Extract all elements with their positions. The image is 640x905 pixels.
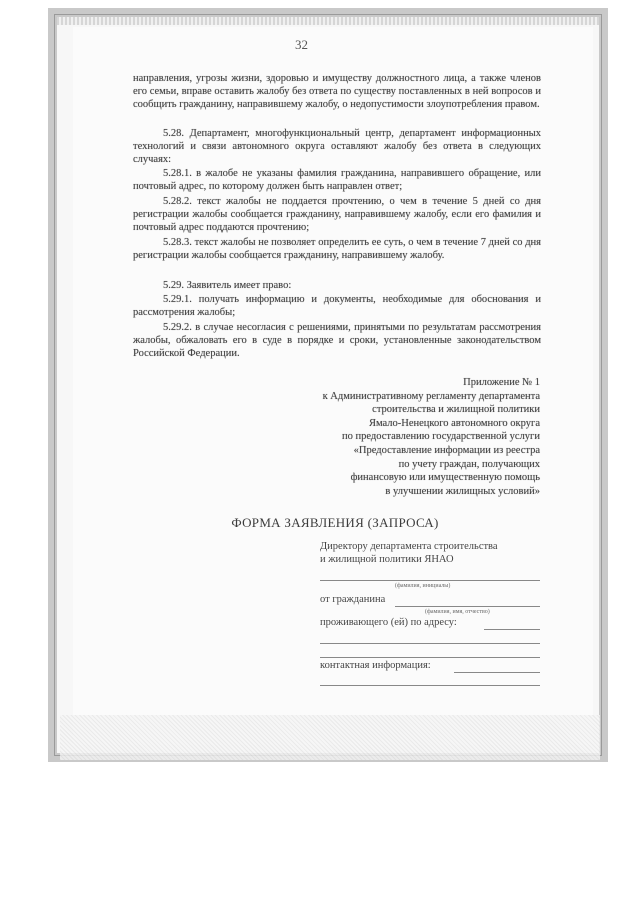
scan-noise-band xyxy=(60,715,600,760)
addressee-block xyxy=(320,540,498,567)
scan-border-band xyxy=(57,17,599,25)
appendix-line-7: по учету граждан, получающих xyxy=(398,458,540,470)
paragraph-5-27-end xyxy=(133,72,541,112)
paragraph-5-28-1 xyxy=(133,167,541,193)
address-field-line-2 xyxy=(320,643,540,644)
text-p7: 5.29.1. получать информацию и документы, необходимые для обоснования и рассмотрения жалобы; xyxy=(133,294,541,319)
text-p6: 5.29. Заявитель имеет право: xyxy=(163,280,292,291)
fio-field-hint: (фамилия, имя, отчество) xyxy=(425,609,490,615)
page-number: 32 xyxy=(295,37,308,52)
from-label: от гражданина xyxy=(320,594,386,605)
appendix-line-1: Приложение № 1 xyxy=(463,377,540,388)
paragraph-5-28 xyxy=(133,127,541,167)
address-field-line-1 xyxy=(484,629,540,630)
contact-field-line-1 xyxy=(454,672,540,673)
paragraph-5-29-1 xyxy=(133,293,541,319)
addressee-line-2: и жилищной политики ЯНАО xyxy=(320,554,454,566)
contact-label: контактная информация: xyxy=(320,660,431,671)
paragraph-5-29-2 xyxy=(133,321,541,361)
appendix-header xyxy=(280,376,540,498)
address-label: проживающего (ей) по адресу: xyxy=(320,617,457,628)
text-p4: 5.28.2. текст жалобы не поддается прочтению, о чем в течение 5 дней со дня регистрации жалобы сообщается гражданину, направившему жалобу, если его фамилия и почтовый адрес поддаются прочтению; xyxy=(133,196,541,234)
text-p1: направления, угрозы жизни, здоровью и имуществу должностного лица, а также членов его семьи, вправе оставить жалобу без ответа по существу поставленных в ней вопросов и сообщить гражданину, направившему жалобу, о недопустимости злоупотребления правом. xyxy=(133,73,541,111)
form-title: ФОРМА ЗАЯВЛЕНИЯ (ЗАПРОСА) xyxy=(231,515,439,530)
name-field-hint: (фамилия, инициалы) xyxy=(395,583,451,589)
text-p5: 5.28.3. текст жалобы не позволяет определить ее суть, о чем в течение 7 дней со дня регистрации жалобы сообщается гражданину, направившему жалобу. xyxy=(133,237,541,262)
paragraph-5-29 xyxy=(133,279,541,292)
fio-field-line xyxy=(395,606,540,607)
text-p2: 5.28. Департамент, многофункциональный центр, департамент информационных технологий и связи автономного округа оставляют жалобу без ответа в следующих случаях: xyxy=(133,128,541,166)
addressee-line-1: Директору департамента строительства xyxy=(320,541,498,552)
address-field-line-3 xyxy=(320,657,540,658)
paragraph-5-28-2 xyxy=(133,195,541,235)
appendix-line-5: по предоставлению государственной услуги xyxy=(342,431,540,443)
appendix-line-6: «Предоставление информации из реестра xyxy=(353,444,540,456)
contact-field-line-2 xyxy=(320,685,540,686)
appendix-line-9: в улучшении жилищных условий» xyxy=(385,485,540,497)
paragraph-5-28-3 xyxy=(133,236,541,262)
name-field-line xyxy=(320,580,540,581)
appendix-line-2: к Административному регламенту департамента xyxy=(322,390,540,402)
appendix-line-3: строительства и жилищной политики xyxy=(372,404,540,416)
text-p8: 5.29.2. в случае несогласия с решениями, принятыми по результатам рассмотрения жалобы, обжаловать его в суде в порядке и сроки, установленные законодательством Российской Федерации. xyxy=(133,322,541,360)
text-p3: 5.28.1. в жалобе не указаны фамилия гражданина, направившего обращение, или почтовый адрес, по которому должен быть направлен ответ; xyxy=(133,168,541,193)
appendix-line-4: Ямало-Ненецкого автономного округа xyxy=(368,417,540,429)
appendix-line-8: финансовую или имущественную помощь xyxy=(350,472,540,484)
